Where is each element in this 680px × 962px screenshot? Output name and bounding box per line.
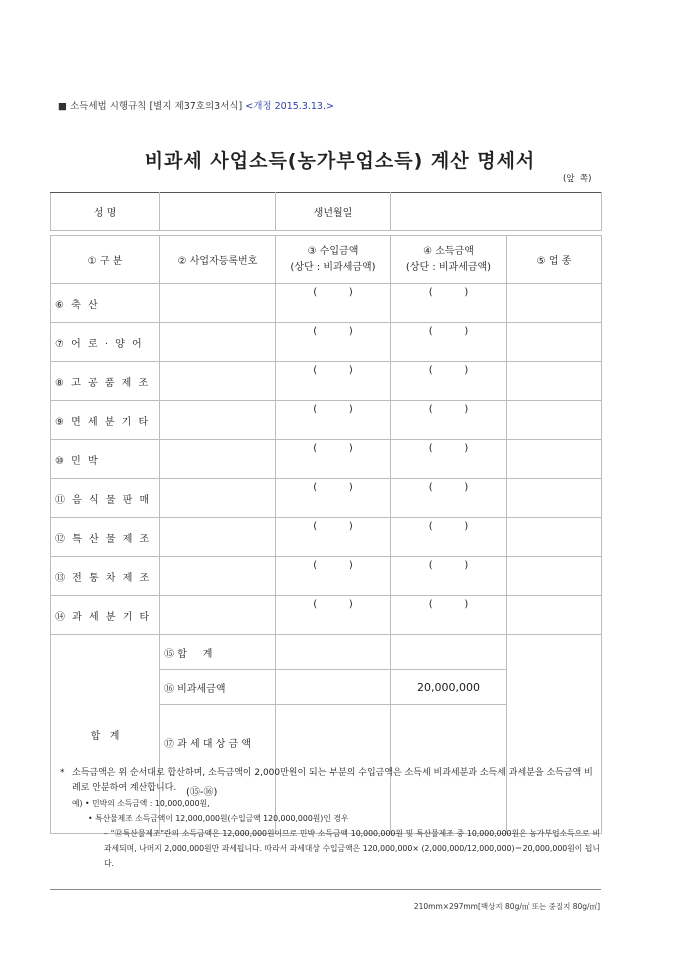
- revenue-cell[interactable]: ( ): [276, 557, 391, 596]
- business-number-cell[interactable]: [160, 479, 276, 518]
- table-row: [51, 323, 602, 362]
- column-header-row: [51, 236, 602, 284]
- summary-total-row: [51, 635, 602, 670]
- table-row: [51, 284, 602, 323]
- statement-table: [50, 192, 602, 834]
- industry-cell[interactable]: [507, 557, 602, 596]
- row-label: ⑪ 음 식 물 판 매: [51, 479, 160, 518]
- income-cell[interactable]: ( ): [391, 557, 507, 596]
- business-number-cell[interactable]: [160, 440, 276, 479]
- industry-cell[interactable]: [507, 284, 602, 323]
- person-row: [51, 193, 602, 231]
- notes-section: [60, 766, 600, 871]
- col-header-income-line2: (상단 : 비과세금액): [405, 261, 492, 273]
- col-header-revenue: [276, 236, 391, 284]
- birth-label: 생년월일: [276, 193, 391, 231]
- revenue-cell[interactable]: ( ): [276, 401, 391, 440]
- summary-label: 합 계: [51, 635, 160, 834]
- page-side-label: (앞 쪽): [563, 174, 592, 184]
- col-header-income-line1: ④ 소득금액: [423, 245, 474, 257]
- business-number-cell[interactable]: [160, 518, 276, 557]
- industry-cell[interactable]: [507, 518, 602, 557]
- revenue-cell[interactable]: ( ): [276, 284, 391, 323]
- note-main: [60, 766, 600, 796]
- total-label: ⑮ 합 계: [160, 635, 276, 670]
- note-main-text: 소득금액은 위 순서대로 합산하며, 소득금액이 2,000만원이 되는 부분의 수입금액은 소득세 비과세분과 소득세 과세분을 소득금액 비례로 안분하여 계산합니다.: [72, 768, 593, 793]
- table-row: [51, 596, 602, 635]
- row-label: ⑭ 과 세 분 기 타: [51, 596, 160, 635]
- revenue-cell[interactable]: ( ): [276, 362, 391, 401]
- col-header-business-number: ② 사업자등록번호: [160, 236, 276, 284]
- col-header-income: [391, 236, 507, 284]
- income-cell[interactable]: ( ): [391, 284, 507, 323]
- table-row: [51, 479, 602, 518]
- revenue-cell[interactable]: ( ): [276, 596, 391, 635]
- row-label: ⑨ 면 세 분 기 타: [51, 401, 160, 440]
- industry-cell[interactable]: [507, 323, 602, 362]
- total-revenue-cell[interactable]: [276, 635, 391, 670]
- business-number-cell[interactable]: [160, 557, 276, 596]
- income-cell[interactable]: ( ): [391, 596, 507, 635]
- name-label: 성 명: [51, 193, 160, 231]
- revenue-cell[interactable]: ( ): [276, 323, 391, 362]
- form-title: 비과세 사업소득(농가부업소득) 계산 명세서: [144, 150, 536, 172]
- business-number-cell[interactable]: [160, 596, 276, 635]
- income-cell[interactable]: ( ): [391, 323, 507, 362]
- taxable-label-line1: ⑰ 과 세 대 상 금 액: [164, 739, 252, 750]
- revenue-cell[interactable]: ( ): [276, 518, 391, 557]
- taxable-label-line2: (⑮-⑯): [186, 787, 218, 798]
- note-example-2: • 특산물제조 소득금액이 12,000,000원(수입금액 120,000,000원)인 경우: [88, 814, 349, 823]
- industry-cell[interactable]: [507, 362, 602, 401]
- revenue-cell[interactable]: ( ): [276, 479, 391, 518]
- footer-divider: [50, 889, 601, 890]
- table-row: [51, 557, 602, 596]
- nontax-revenue-cell[interactable]: [276, 670, 391, 705]
- table-row: [51, 440, 602, 479]
- table-row: [51, 401, 602, 440]
- row-label: ⑫ 특 산 물 제 조: [51, 518, 160, 557]
- table-row: [51, 518, 602, 557]
- row-label: ⑦ 어 로 · 양 어: [51, 323, 160, 362]
- business-number-cell[interactable]: [160, 362, 276, 401]
- col-header-revenue-line2: (상단 : 비과세금액): [290, 261, 376, 273]
- row-label: ⑩ 민 박: [51, 440, 160, 479]
- industry-cell[interactable]: [507, 440, 602, 479]
- nontax-income-value[interactable]: 20,000,000: [391, 670, 507, 705]
- income-cell[interactable]: ( ): [391, 479, 507, 518]
- col-header-revenue-line1: ③ 수입금액: [307, 245, 359, 257]
- table-row: [51, 362, 602, 401]
- industry-cell[interactable]: [507, 479, 602, 518]
- note-example-1: 예) • 민박의 소득금액 : 10,000,000원,: [72, 799, 210, 808]
- total-income-cell[interactable]: [391, 635, 507, 670]
- law-reference-text: ■ 소득세법 시행규칙 [별지 제37호의3서식]: [58, 101, 243, 112]
- row-label: ⑬ 전 통 차 제 조: [51, 557, 160, 596]
- col-header-industry: ⑤ 업 종: [507, 236, 602, 284]
- income-cell[interactable]: ( ): [391, 440, 507, 479]
- birth-field[interactable]: [391, 193, 602, 231]
- industry-cell[interactable]: [507, 401, 602, 440]
- business-number-cell[interactable]: [160, 323, 276, 362]
- industry-cell[interactable]: [507, 596, 602, 635]
- col-header-category: ① 구 분: [51, 236, 160, 284]
- name-field[interactable]: [160, 193, 276, 231]
- business-number-cell[interactable]: [160, 284, 276, 323]
- income-cell[interactable]: ( ): [391, 518, 507, 557]
- note-example-3: – "⑫특산물제조"란의 소득금액은 12,000,000원이므로 민박 소득금액 10,000,000원 및 특산물제조 중 10,000,000원은 농가부업소득으로 비과세되며, 나머지 2,000,000원만 과세됩니다. 따라서 과세대상 수입금액은 120,000,000× (2,000,000/12,000,000)＝20,000,000원이 됩니다.: [104, 829, 600, 868]
- row-label: ⑥ 축 산: [51, 284, 160, 323]
- law-reference: [58, 98, 334, 112]
- note-asterisk: *: [60, 768, 65, 778]
- revision-date: <개정 2015.3.13.>: [245, 101, 334, 112]
- income-cell[interactable]: ( ): [391, 362, 507, 401]
- income-cell[interactable]: ( ): [391, 401, 507, 440]
- paper-spec: 210mm×297mm[백상지 80g/㎡ 또는 중질지 80g/㎡]: [413, 902, 600, 911]
- business-number-cell[interactable]: [160, 401, 276, 440]
- nontax-label: ⑯ 비과세금액: [160, 670, 276, 705]
- revenue-cell[interactable]: ( ): [276, 440, 391, 479]
- row-label: ⑧ 고 공 품 제 조: [51, 362, 160, 401]
